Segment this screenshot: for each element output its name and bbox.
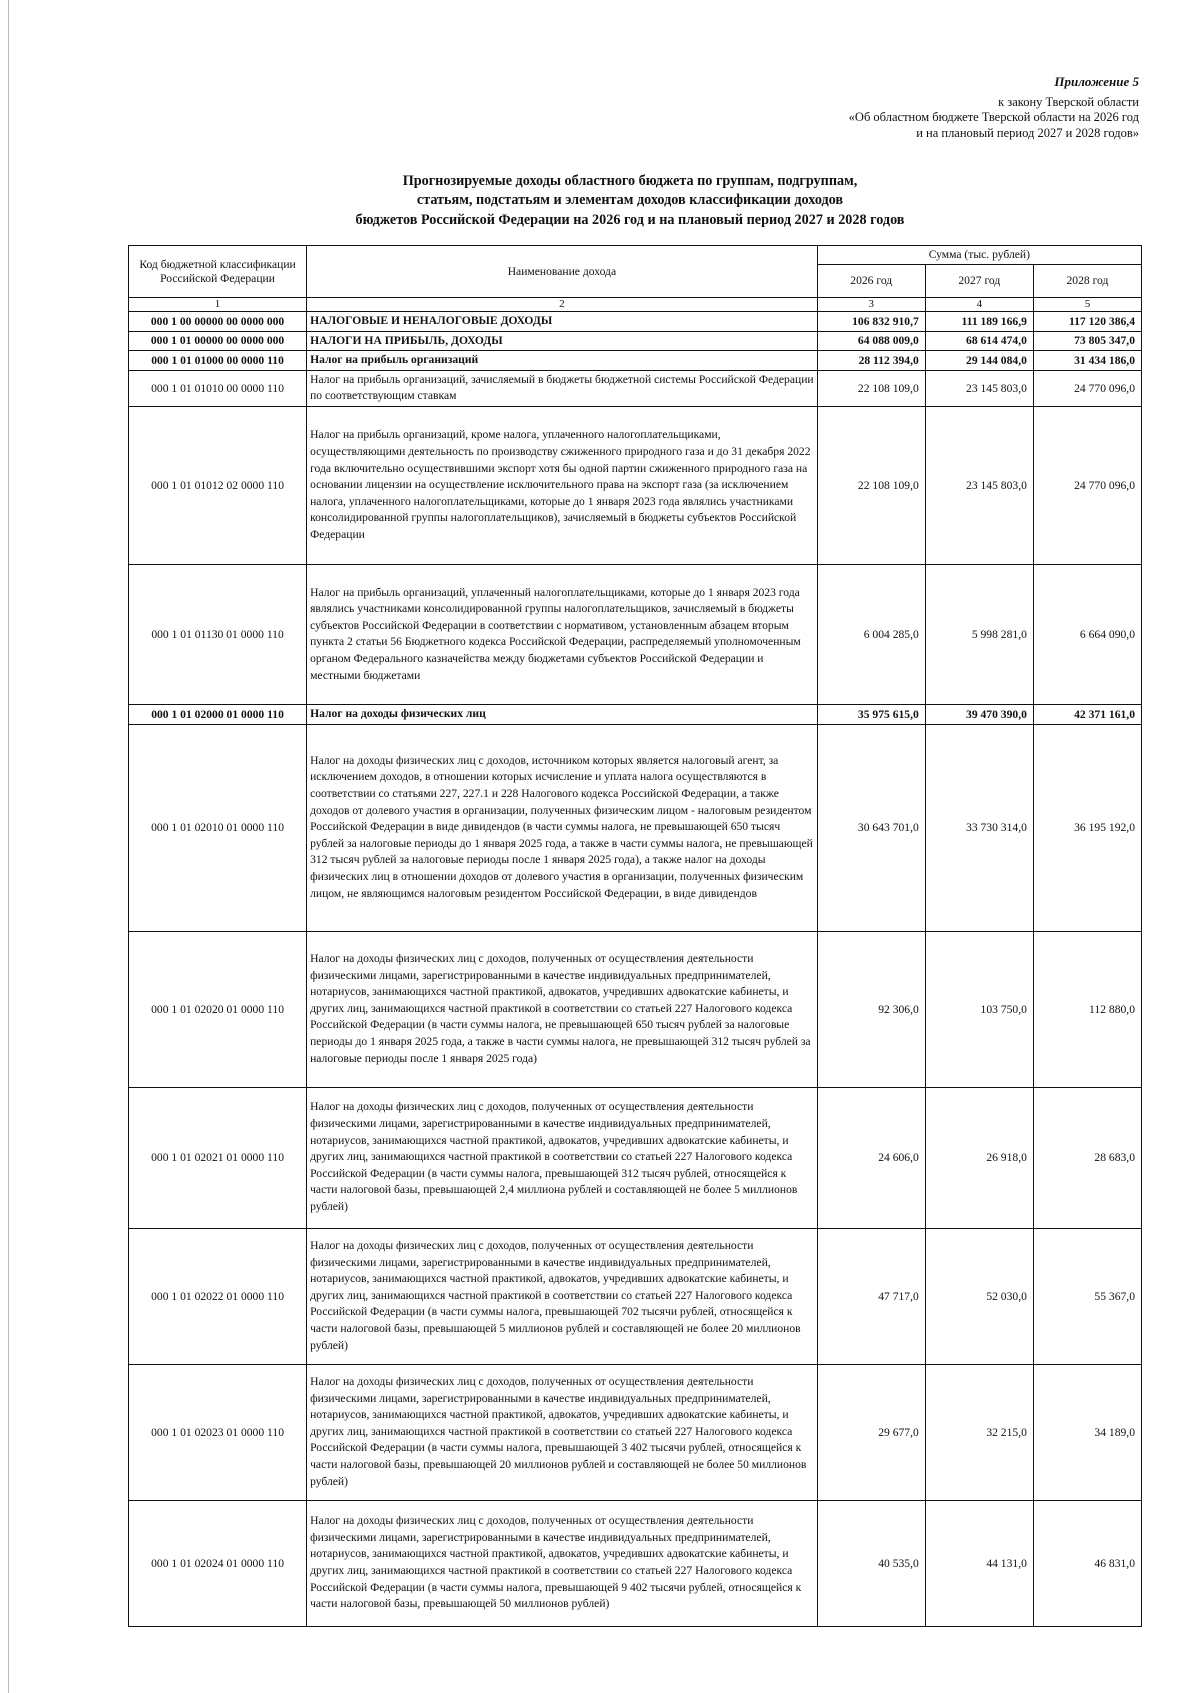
row-2027: 111 189 166,9	[925, 312, 1033, 332]
row-code: 000 1 01 00000 00 0000 000	[129, 331, 307, 351]
row-2026: 30 643 701,0	[817, 724, 925, 931]
row-2026: 24 606,0	[817, 1087, 925, 1228]
header-name: Наименование дохода	[307, 246, 818, 298]
row-code: 000 1 01 02024 01 0000 110	[129, 1500, 307, 1626]
row-name: Налог на прибыль организаций, уплаченный налогоплательщиками, которые до 1 января 2023 года являлись участниками консолидированной группы налогоплательщиков, зачисляемый в бюджеты субъектов Российской Федерации в соответствии с нормативом, установленным абзацем вторым пункта 2 статьи 56 Бюджетного кодекса Российской Федерации, распределяемый уполномоченным органом Федерального казначейства между бюджетами субъектов Российской Федерации и местными бюджетами	[307, 564, 818, 704]
row-code: 000 1 00 00000 00 0000 000	[129, 312, 307, 332]
row-name: Налог на доходы физических лиц с доходов, источником которых является налоговый агент, за исключением доходов, в отношении которых исчисление и уплата налога осуществляются в соответствии со статьями 227, 227.1 и 228 Налогового кодекса Российской Федерации, а также доходов от долевого участия в организации, полученных физическим лицом - налоговым резидентом Российской Федерации в виде дивидендов (в части суммы налога, не превышающей 650 тысяч рублей за налоговые периоды до 1 января 2025 года, а также в части суммы налога, не превышающей 312 тысяч рублей за налоговые периоды после 1 января 2025 года), а также налог на доходы физических лиц в отношении доходов от долевого участия в организации, полученных физическим лицом, не являющимся налоговым резидентом Российской Федерации, в виде дивидендов	[307, 724, 818, 931]
row-code: 000 1 01 01130 01 0000 110	[129, 564, 307, 704]
row-code: 000 1 01 02021 01 0000 110	[129, 1087, 307, 1228]
row-2027: 33 730 314,0	[925, 724, 1033, 931]
row-2027: 5 998 281,0	[925, 564, 1033, 704]
row-2026: 64 088 009,0	[817, 331, 925, 351]
table-row	[129, 351, 1142, 371]
row-2027: 32 215,0	[925, 1364, 1033, 1500]
row-2028: 55 367,0	[1033, 1228, 1141, 1364]
column-number: 2	[307, 298, 818, 312]
row-2027: 23 145 803,0	[925, 370, 1033, 406]
row-name: Налог на доходы физических лиц с доходов, полученных от осуществления деятельности физическими лицами, зарегистрированными в качестве индивидуальных предпринимателей, нотариусов, занимающихся частной практикой, адвокатов, учредивших адвокатские кабинеты, и других лиц, занимающихся частной практикой в соответствии со статьей 227 Налогового кодекса Российской Федерации (в части суммы налога, превышающей 312 тысяч рублей, относящейся к части налоговой базы, превышающей 2,4 миллиона рублей и составляющей не более 5 миллионов рублей)	[307, 1087, 818, 1228]
row-2027: 103 750,0	[925, 931, 1033, 1087]
column-number: 3	[817, 298, 925, 312]
row-2028: 46 831,0	[1033, 1500, 1141, 1626]
row-2026: 35 975 615,0	[817, 704, 925, 724]
row-2028: 73 805 347,0	[1033, 331, 1141, 351]
row-2026: 47 717,0	[817, 1228, 925, 1364]
row-2027: 26 918,0	[925, 1087, 1033, 1228]
row-code: 000 1 01 01012 02 0000 110	[129, 406, 307, 564]
row-name: Налог на доходы физических лиц с доходов, полученных от осуществления деятельности физическими лицами, зарегистрированными в качестве индивидуальных предпринимателей, нотариусов, занимающихся частной практикой, адвокатов, учредивших адвокатские кабинеты, и других лиц, занимающихся частной практикой в соответствии со статьей 227 Налогового кодекса Российской Федерации (в части суммы налога, превышающей 9 402 тысячи рублей, относящейся к части налоговой базы, превышающей 50 миллионов рублей)	[307, 1500, 818, 1626]
header-year-2028: 2028 год	[1033, 265, 1141, 298]
annex-header	[849, 74, 1139, 141]
column-number: 4	[925, 298, 1033, 312]
row-2028: 24 770 096,0	[1033, 406, 1141, 564]
annex-line-3: и на плановый период 2027 и 2028 годов»	[916, 125, 1139, 140]
row-name: Налог на доходы физических лиц	[307, 704, 818, 724]
revenue-table	[128, 245, 1142, 1627]
row-2028: 117 120 386,4	[1033, 312, 1141, 332]
row-name: Налог на прибыль организаций, кроме налога, уплаченного налогоплательщиками, осуществляющими деятельность по производству сжиженного природного газа и до 31 декабря 2022 года включительно осуществившими экспорт хотя бы одной партии сжиженного природного газа на основании лицензии на осуществление исключительного права на экспорт газа (за исключением налога, уплаченного налогоплательщиками, которые до 1 января 2023 года являлись участниками консолидированной группы налогоплательщиков), зачисляемый в бюджеты субъектов Российской Федерации	[307, 406, 818, 564]
row-2027: 68 614 474,0	[925, 331, 1033, 351]
row-2026: 106 832 910,7	[817, 312, 925, 332]
row-2027: 52 030,0	[925, 1228, 1033, 1364]
table-row	[129, 564, 1142, 704]
table-row	[129, 1500, 1142, 1626]
row-code: 000 1 01 02022 01 0000 110	[129, 1228, 307, 1364]
row-code: 000 1 01 01000 00 0000 110	[129, 351, 307, 371]
row-2027: 39 470 390,0	[925, 704, 1033, 724]
row-name: Налог на прибыль организаций	[307, 351, 818, 371]
row-name: НАЛОГИ НА ПРИБЫЛЬ, ДОХОДЫ	[307, 331, 818, 351]
row-code: 000 1 01 02023 01 0000 110	[129, 1364, 307, 1500]
annex-title: Приложение 5	[1054, 74, 1139, 89]
table-row	[129, 704, 1142, 724]
row-2028: 28 683,0	[1033, 1087, 1141, 1228]
row-2028: 112 880,0	[1033, 931, 1141, 1087]
header-code: Код бюджетной классификации Российской Федерации	[129, 246, 307, 298]
header-year-2026: 2026 год	[817, 265, 925, 298]
table-row	[129, 724, 1142, 931]
table-row	[129, 1087, 1142, 1228]
annex-line-2: «Об областном бюджете Тверской области на 2026 год	[848, 110, 1139, 125]
row-2026: 29 677,0	[817, 1364, 925, 1500]
row-name: НАЛОГОВЫЕ И НЕНАЛОГОВЫЕ ДОХОДЫ	[307, 312, 818, 332]
row-name: Налог на прибыль организаций, зачисляемый в бюджеты бюджетной системы Российской Федерации по соответствующим ставкам	[307, 370, 818, 406]
column-number: 1	[129, 298, 307, 312]
row-code: 000 1 01 02010 01 0000 110	[129, 724, 307, 931]
row-2028: 42 371 161,0	[1033, 704, 1141, 724]
row-2028: 36 195 192,0	[1033, 724, 1141, 931]
table-header-row	[129, 246, 1142, 265]
title-line-2: статьям, подстатьям и элементам доходов классификации доходов	[416, 192, 844, 209]
row-2028: 34 189,0	[1033, 1364, 1141, 1500]
document-title	[300, 172, 960, 230]
row-2028: 6 664 090,0	[1033, 564, 1141, 704]
table-row	[129, 406, 1142, 564]
row-name: Налог на доходы физических лиц с доходов, полученных от осуществления деятельности физическими лицами, зарегистрированными в качестве индивидуальных предпринимателей, нотариусов, занимающихся частной практикой, адвокатов, учредивших адвокатские кабинеты, и других лиц, занимающихся частной практикой в соответствии со статьей 227 Налогового кодекса Российской Федерации (в части суммы налога, превышающей 3 402 тысячи рублей, относящейся к части налоговой базы, превышающей 20 миллионов рублей и составляющей не более 50 миллионов рублей)	[307, 1364, 818, 1500]
row-name: Налог на доходы физических лиц с доходов, полученных от осуществления деятельности физическими лицами, зарегистрированными в качестве индивидуальных предпринимателей, нотариусов, занимающихся частной практикой, адвокатов, учредивших адвокатские кабинеты, и других лиц, занимающихся частной практикой в соответствии со статьей 227 Налогового кодекса Российской Федерации (в части суммы налога, не превышающей 650 тысяч рублей за налоговые периоды до 1 января 2025 года, а также в части суммы налога, не превышающей 312 тысяч рублей за налоговые периоды после 1 января 2025 года)	[307, 931, 818, 1087]
row-code: 000 1 01 01010 00 0000 110	[129, 370, 307, 406]
row-2026: 92 306,0	[817, 931, 925, 1087]
annex-line-1: к закону Тверской области	[998, 94, 1139, 109]
table-row	[129, 1364, 1142, 1500]
table-row	[129, 331, 1142, 351]
table-row	[129, 1228, 1142, 1364]
row-2027: 29 144 084,0	[925, 351, 1033, 371]
column-number: 5	[1033, 298, 1141, 312]
row-2027: 44 131,0	[925, 1500, 1033, 1626]
header-sum: Сумма (тыс. рублей)	[817, 246, 1141, 265]
title-line-1: Прогнозируемые доходы областного бюджета по группам, подгруппам,	[402, 173, 858, 189]
header-year-2027: 2027 год	[925, 265, 1033, 298]
table-row	[129, 312, 1142, 332]
column-numbers-row	[129, 298, 1142, 312]
table-row	[129, 370, 1142, 406]
scan-edge-line	[8, 0, 9, 1693]
row-2026: 22 108 109,0	[817, 406, 925, 564]
table-row	[129, 931, 1142, 1087]
row-2028: 31 434 186,0	[1033, 351, 1141, 371]
row-2026: 22 108 109,0	[817, 370, 925, 406]
row-2026: 40 535,0	[817, 1500, 925, 1626]
row-code: 000 1 01 02020 01 0000 110	[129, 931, 307, 1087]
row-2028: 24 770 096,0	[1033, 370, 1141, 406]
row-2027: 23 145 803,0	[925, 406, 1033, 564]
row-2026: 28 112 394,0	[817, 351, 925, 371]
row-2026: 6 004 285,0	[817, 564, 925, 704]
title-line-3: бюджетов Российской Федерации на 2026 год и на плановый период 2027 и 2028 годов	[355, 211, 905, 228]
row-code: 000 1 01 02000 01 0000 110	[129, 704, 307, 724]
row-name: Налог на доходы физических лиц с доходов, полученных от осуществления деятельности физическими лицами, зарегистрированными в качестве индивидуальных предпринимателей, нотариусов, занимающихся частной практикой, адвокатов, учредивших адвокатские кабинеты, и других лиц, занимающихся частной практикой в соответствии со статьей 227 Налогового кодекса Российской Федерации (в части суммы налога, превышающей 702 тысячи рублей, относящейся к части налоговой базы, превышающей 5 миллионов рублей и составляющей не более 20 миллионов рублей)	[307, 1228, 818, 1364]
